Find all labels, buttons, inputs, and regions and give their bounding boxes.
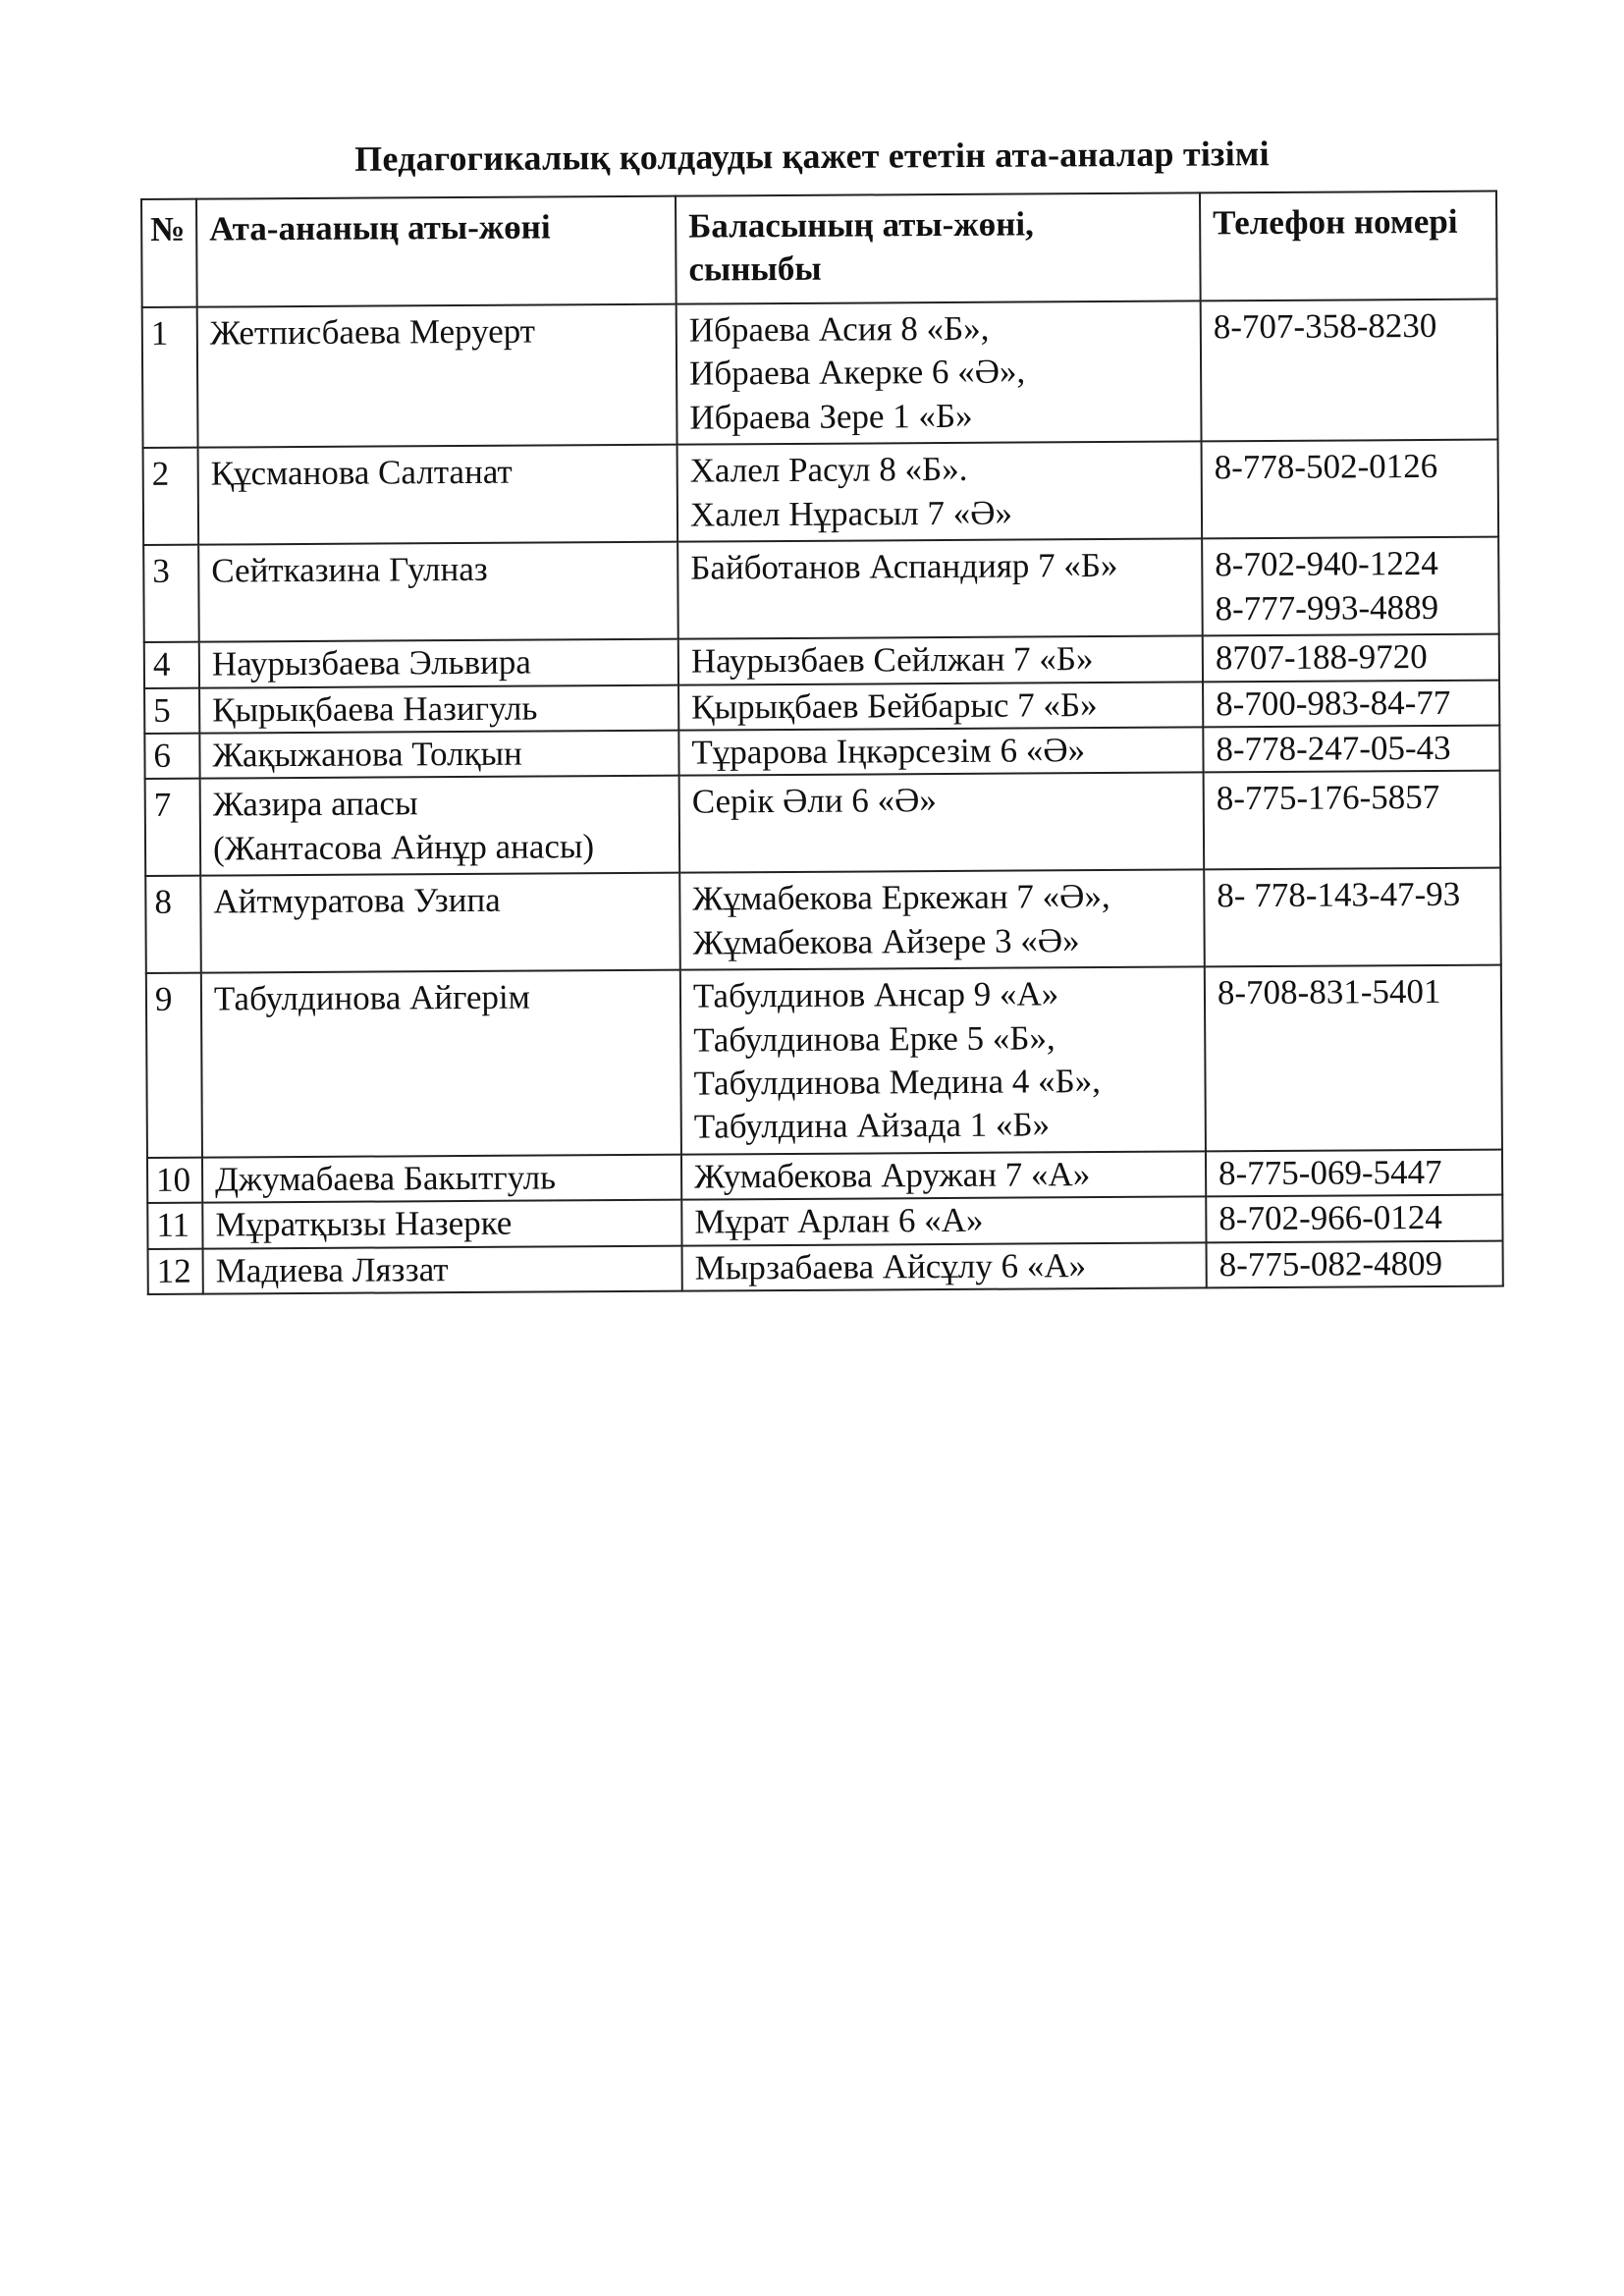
header-number: № (141, 199, 197, 307)
header-child-line-1: Баласының аты-жөні, (688, 204, 1034, 246)
child-name-class: Жұмабекова Еркежан 7 «Ә», (692, 877, 1110, 918)
row-number: 3 (143, 545, 199, 642)
child-name-class: Халел Расул 8 «Б». (689, 450, 968, 490)
phone-cell (1201, 300, 1498, 442)
row-number: 7 (145, 779, 201, 876)
child-names-cell (679, 773, 1205, 873)
row-number: 10 (147, 1158, 202, 1204)
child-names-cell (682, 1242, 1207, 1291)
table-row (144, 680, 1499, 734)
table-header-row (141, 191, 1497, 307)
header-child-line-2: сыныбы (688, 249, 822, 290)
parent-name: (Жантасова Айнұр анасы) (212, 827, 595, 868)
phone-number: 8-702-940-1224 (1215, 544, 1438, 584)
child-name-class: Жұмабекова Айзере 3 «Ә» (692, 920, 1080, 962)
page-title: Педагогикалық қолдауды қажет ететін ата-аналар тізімі (354, 134, 1270, 179)
phone-number: 8- 778-143-47-93 (1217, 875, 1461, 915)
parent-name: Қырықбаева Назигуль (212, 688, 538, 730)
phone-number: 8-700-983-84-77 (1216, 683, 1451, 723)
child-name-class: Ибраева Асия 8 «Б», (688, 308, 990, 350)
table-row (145, 771, 1501, 876)
table-row (145, 868, 1501, 973)
phone-cell (1204, 771, 1501, 870)
parent-name-cell (197, 304, 677, 448)
row-number: 5 (144, 687, 199, 734)
table-row (146, 965, 1502, 1158)
child-names-cell (677, 301, 1202, 445)
child-name-class: Байботанов Аспандияр 7 «Б» (690, 546, 1118, 587)
parent-name: Сейтказина Гулназ (211, 550, 488, 590)
child-names-cell (678, 727, 1203, 776)
child-name-class: Табулдинова Медина 4 «Б», (693, 1062, 1102, 1103)
row-number: 9 (146, 973, 202, 1158)
phone-number: 8-777-993-4889 (1215, 587, 1439, 628)
phone-cell (1206, 1195, 1502, 1242)
parent-name-cell (200, 776, 680, 876)
table-row (143, 537, 1499, 642)
child-names-cell (681, 1151, 1206, 1200)
row-number: 11 (147, 1203, 202, 1249)
child-name-class: Табулдинова Ерке 5 «Б», (693, 1017, 1056, 1060)
parent-name-cell (201, 970, 681, 1158)
parent-name-cell (202, 1200, 681, 1248)
phone-number: 8-775-069-5447 (1218, 1152, 1442, 1193)
table-row (148, 1240, 1503, 1294)
phone-number: 8-708-831-5401 (1217, 972, 1441, 1012)
table-row (144, 634, 1499, 688)
parent-name: Джумабаева Бакытгуль (214, 1158, 557, 1199)
child-name-class: Табулдинов Ансар 9 «А» (692, 974, 1059, 1015)
child-name-class: Халел Нұрасыл 7 «Ә» (689, 493, 1013, 534)
parent-name-cell (200, 873, 680, 973)
parent-name-cell (202, 1155, 681, 1203)
header-child-name-class (676, 192, 1201, 303)
child-name-class: Мұрат Арлан 6 «А» (694, 1201, 984, 1241)
parent-name: Наурызбаева Эльвира (211, 642, 531, 683)
row-number: 8 (145, 876, 201, 973)
child-names-cell (681, 1197, 1206, 1246)
parent-name-cell (199, 639, 678, 687)
child-name-class: Серік Әли 6 «Ә» (691, 781, 937, 821)
phone-cell (1202, 440, 1499, 539)
child-names-cell (677, 442, 1203, 542)
row-number: 2 (143, 448, 199, 545)
phone-cell (1205, 965, 1502, 1152)
parent-name-cell (203, 1245, 682, 1293)
child-name-class: Табулдина Айзада 1 «Б» (693, 1105, 1051, 1147)
phone-number: 8-702-966-0124 (1218, 1198, 1442, 1238)
parent-name: Айтмуратова Узипа (213, 881, 501, 921)
child-name-class: Наурызбаев Сейлжан 7 «Б» (690, 639, 1094, 681)
row-number: 1 (142, 307, 198, 449)
row-number: 4 (144, 642, 199, 688)
row-number: 12 (148, 1248, 203, 1294)
child-name-class: Қырықбаев Бейбарыс 7 «Б» (691, 684, 1098, 727)
table-row (147, 1149, 1502, 1203)
phone-cell (1203, 634, 1499, 682)
table-row (142, 300, 1498, 449)
phone-cell (1204, 868, 1501, 967)
child-names-cell (679, 870, 1205, 970)
parent-name: Құсманова Салтанат (210, 453, 513, 493)
parent-name-cell (199, 684, 678, 733)
child-names-cell (680, 967, 1206, 1155)
phone-number: 8-707-358-8230 (1213, 305, 1437, 347)
parent-name: Жақыжанова Толқын (212, 734, 522, 775)
table-row (143, 440, 1499, 545)
header-phone: Телефон номері (1200, 191, 1497, 301)
phone-cell (1207, 1240, 1503, 1287)
row-number: 6 (144, 734, 199, 780)
phone-number: 8-775-082-4809 (1218, 1243, 1443, 1285)
parent-name-cell (199, 731, 678, 779)
phone-cell (1206, 1149, 1502, 1196)
parent-name: Жетписбаева Меруерт (209, 311, 536, 353)
child-names-cell (678, 682, 1203, 731)
child-name-class: Мырзабаева Айсұлу 6 «А» (694, 1245, 1087, 1287)
phone-cell (1203, 680, 1499, 727)
parent-name: Табулдинова Айгерім (213, 977, 530, 1018)
child-name-class: Ибраева Зере 1 «Б» (689, 396, 973, 437)
parent-name: Мадиева Ляззат (215, 1249, 449, 1290)
child-name-class: Тұрарова Іңкәрсезім 6 «Ә» (691, 731, 1086, 772)
parent-name: Мұратқызы Назерке (215, 1204, 513, 1244)
phone-number: 8-775-176-5857 (1216, 778, 1440, 818)
child-name-class: Ибраева Акерке 6 «Ә», (688, 352, 1026, 394)
phone-number: 8-778-247-05-43 (1216, 728, 1451, 769)
parents-table-wrapper (140, 191, 1502, 1296)
child-name-class: Жумабекова Аружан 7 «А» (693, 1154, 1091, 1196)
parents-table (140, 191, 1504, 1296)
table-row (147, 1195, 1502, 1249)
phone-cell (1203, 725, 1499, 772)
phone-number: 8-778-502-0126 (1214, 447, 1438, 487)
header-parent-name: Ата-ананың аты-жөні (196, 196, 677, 307)
parent-name: Жазира апасы (212, 784, 418, 824)
table-row (144, 725, 1499, 779)
parent-name-cell (198, 542, 678, 642)
phone-number: 8707-188-9720 (1215, 637, 1428, 678)
child-names-cell (677, 539, 1203, 639)
parent-name-cell (198, 445, 678, 545)
child-names-cell (678, 635, 1203, 684)
table-body (142, 300, 1503, 1295)
phone-cell (1202, 537, 1499, 636)
